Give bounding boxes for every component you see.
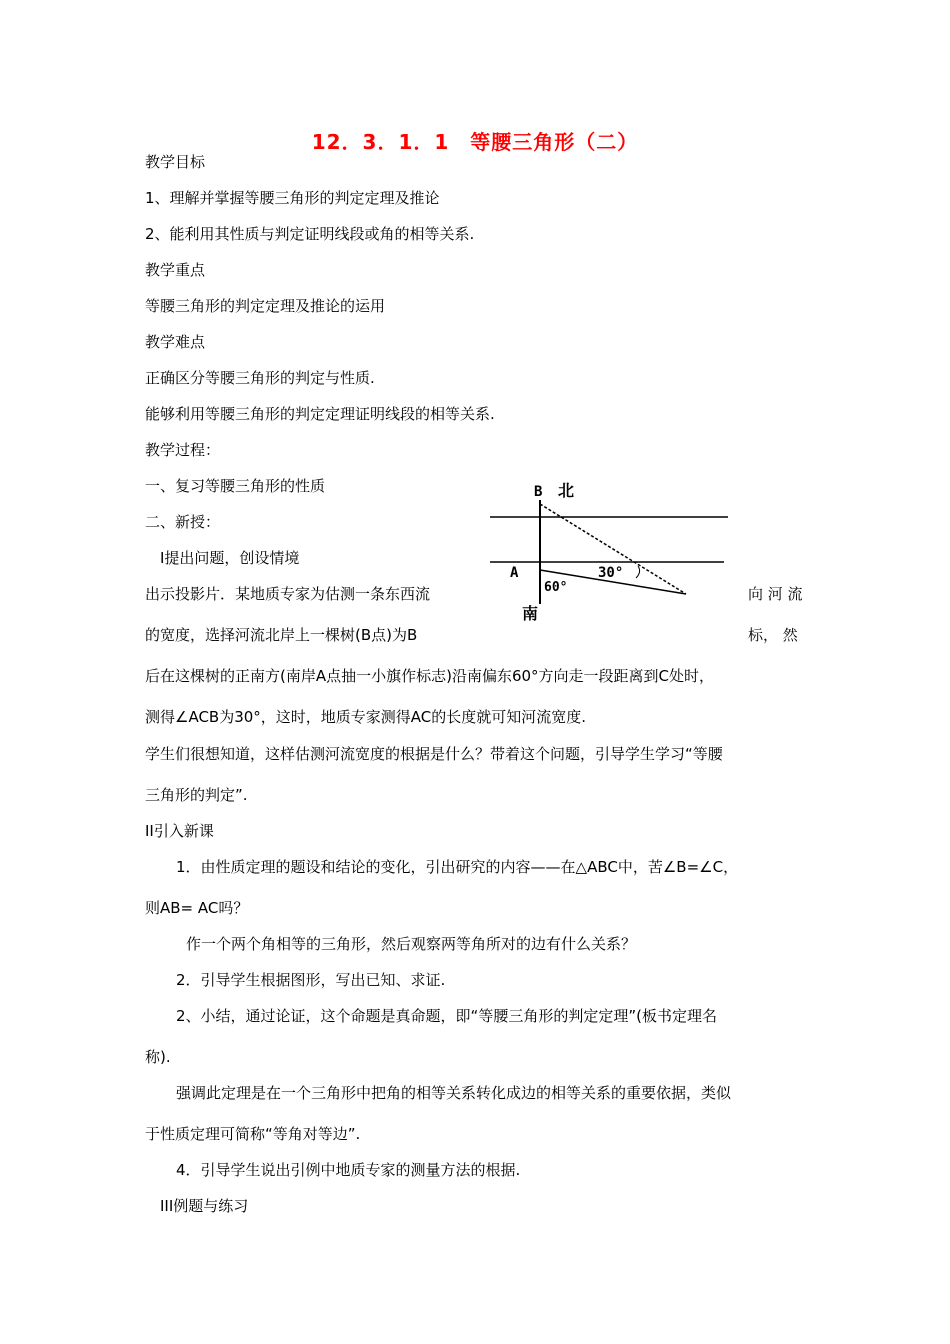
subsection-pose-question: I提出问题，创设情境: [160, 549, 300, 567]
step-4: 4．引导学生说出引例中地质专家的测量方法的根据.: [176, 1161, 521, 1179]
heading-key-points: 教学重点: [145, 261, 206, 279]
river-triangle-figure: [488, 478, 730, 623]
difficulty-2: 能够利用等腰三角形的判定定理证明线段的相等关系.: [145, 405, 495, 423]
page-title: 12．3．1．1 等腰三角形（二）: [311, 130, 639, 154]
label-b: B: [534, 484, 543, 500]
step-2: 2．引导学生根据图形，写出已知、求证.: [176, 971, 446, 989]
problem-text-part-1b: 向 河 流: [748, 585, 803, 603]
problem-text-part-2a: 的宽度，选择河流北岸上一棵树(B点)为B: [145, 626, 418, 644]
problem-text-part-1a: 出示投影片．某地质专家为估测一条东西流: [145, 585, 431, 603]
label-angle-60: 60°: [544, 580, 568, 595]
angle-30-arc: [636, 566, 640, 578]
step-1-cont: 则AB= AC吗？: [145, 899, 249, 917]
key-point-text: 等腰三角形的判定定理及推论的运用: [145, 297, 386, 315]
heading-process: 教学过程：: [145, 441, 221, 459]
problem-text-part-2b: 标， 然: [748, 626, 798, 644]
summary-cont: 称).: [145, 1048, 171, 1066]
problem-text-part-4: 测得∠ACB为30°，这时，地质专家测得AC的长度就可知河流宽度.: [145, 708, 587, 726]
label-north: 北: [558, 481, 575, 500]
problem-text-part-3: 后在这棵树的正南方(南岸A点抽一小旗作标志)沿南偏东60°方向走一段距离到C处时，: [145, 667, 715, 685]
section-review: 一、复习等腰三角形的性质: [145, 477, 326, 495]
subsection-introduce: II引入新课: [145, 822, 214, 840]
summary: 2、小结，通过论证，这个命题是真命题，即“等腰三角形的判定定理”(板书定理名: [176, 1007, 717, 1025]
step-1: 1．由性质定理的题设和结论的变化，引出研究的内容——在△ABC中，苦∠B=∠C，: [176, 858, 739, 876]
instruction-draw: 作一个两个角相等的三角形，然后观察两等角所对的边有什么关系？: [186, 935, 637, 953]
label-angle-30: 30°: [598, 565, 624, 581]
section-new-lesson: 二、新授：: [145, 513, 221, 531]
heading-teaching-objectives: 教学目标: [145, 153, 206, 171]
emphasis-cont: 于性质定理可简称“等角对等边”.: [145, 1125, 361, 1143]
objective-2: 2、能利用其性质与判定证明线段或角的相等关系.: [145, 225, 475, 243]
subsection-examples: III例题与练习: [160, 1197, 249, 1215]
emphasis: 强调此定理是在一个三角形中把角的相等关系转化成边的相等关系的重要依据，类似: [176, 1084, 732, 1102]
objective-1: 1、理解并掌握等腰三角形的判定定理及推论: [145, 189, 440, 207]
question-text-cont: 三角形的判定”.: [145, 786, 248, 804]
label-a: A: [510, 565, 519, 581]
question-text: 学生们很想知道，这样估测河流宽度的根据是什么？带着这个问题，引导学生学习“等腰: [145, 745, 723, 763]
heading-difficulties: 教学难点: [145, 333, 206, 351]
label-south: 南: [522, 604, 539, 623]
difficulty-1: 正确区分等腰三角形的判定与性质.: [145, 369, 375, 387]
